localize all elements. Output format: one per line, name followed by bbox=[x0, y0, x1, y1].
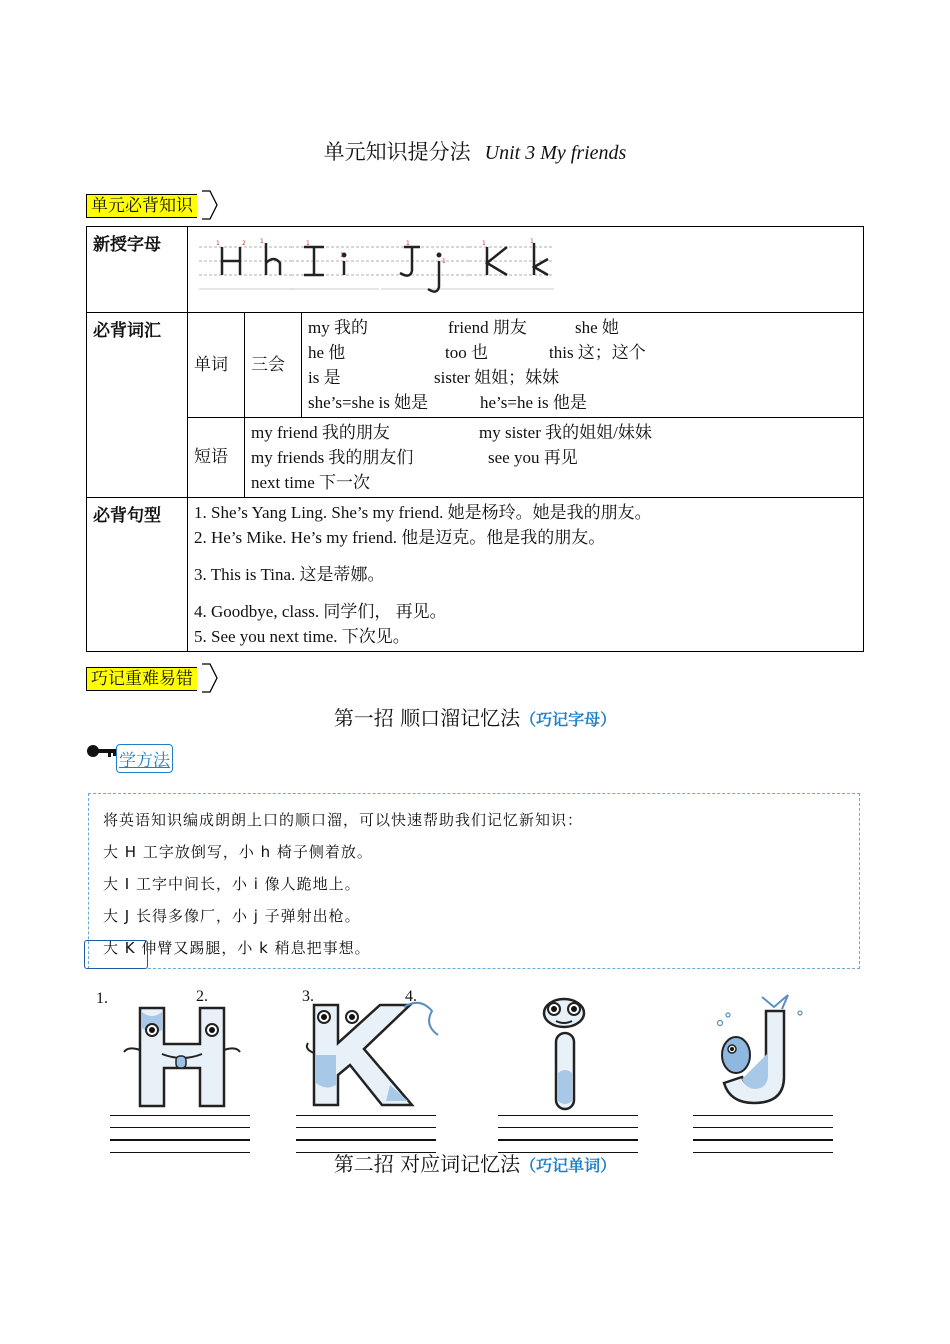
rhyme-box bbox=[88, 793, 860, 969]
word-item: is 是 bbox=[308, 368, 341, 387]
words-level: 三会 bbox=[245, 313, 302, 418]
method2-heading: 第二招 对应词记忆法（巧记单词） bbox=[333, 1152, 617, 1176]
phrases-list bbox=[245, 418, 864, 498]
writing-line[interactable] bbox=[110, 1139, 250, 1141]
cartoon-letter-i-image bbox=[530, 993, 600, 1113]
exercise-number: 1. bbox=[96, 990, 108, 1007]
writing-line[interactable] bbox=[498, 1127, 638, 1128]
page-title bbox=[0, 136, 950, 166]
writing-line[interactable] bbox=[296, 1152, 436, 1153]
svg-text:K: K bbox=[300, 995, 301, 996]
svg-text:1: 1 bbox=[442, 258, 446, 265]
exercise-number: 3. bbox=[302, 988, 314, 1005]
phrase-item: see you 再见 bbox=[488, 448, 578, 467]
overlap-label-box bbox=[84, 940, 148, 969]
vocab-label: 必背词汇 bbox=[87, 313, 188, 498]
word-item: sister 姐姐；妹妹 bbox=[434, 368, 560, 387]
writing-line[interactable] bbox=[296, 1115, 436, 1116]
writing-line[interactable] bbox=[693, 1127, 833, 1128]
section-tag-tips: 巧记重难易错 bbox=[86, 664, 197, 690]
phrase-item: my sister 我的姐姐/妹妹 bbox=[479, 423, 652, 442]
phrase-item: my friend 我的朋友 bbox=[251, 423, 390, 442]
svg-text:J: J bbox=[710, 993, 711, 994]
method1-heading: 第一招 顺口溜记忆法（巧记字母） bbox=[333, 706, 617, 730]
svg-text:2: 2 bbox=[242, 240, 246, 247]
writing-line[interactable] bbox=[498, 1139, 638, 1141]
letter-writing-image bbox=[194, 233, 574, 303]
tag-arrow-icon bbox=[202, 664, 218, 693]
rhyme-line: 大 K 伸臂又踢腿，小 k 稍息把事想。 bbox=[103, 939, 371, 957]
rhyme-line: 大 H 工字放倒写，小 h 椅子侧着放。 bbox=[103, 843, 373, 861]
word-item: he’s=he is 他是 bbox=[480, 393, 587, 412]
sentence-item: 5. See you next time. 下次见。 bbox=[194, 627, 410, 646]
method2-note: （巧记单词） bbox=[520, 1156, 617, 1175]
cartoon-letter-h-image bbox=[112, 1000, 252, 1110]
svg-text:H: H bbox=[112, 1000, 113, 1001]
rhyme-line: 大 J 长得多像厂，小 j 子弹射出枪。 bbox=[103, 907, 361, 925]
svg-text:1: 1 bbox=[306, 240, 310, 247]
writing-line[interactable] bbox=[693, 1115, 833, 1116]
exercise-number: 2. bbox=[196, 988, 208, 1005]
sentence-item: 3. This is Tina. 这是蒂娜。 bbox=[194, 565, 385, 584]
rhyme-line: 大 I 工字中间长，小 i 像人跪地上。 bbox=[103, 875, 361, 893]
svg-text:1: 1 bbox=[482, 240, 486, 247]
sentences-label: 必背句型 bbox=[87, 498, 188, 652]
sentence-item: 2. He’s Mike. He’s my friend. 他是迈克。他是我的朋友。 bbox=[194, 528, 606, 547]
learn-method-tag: 学方法 bbox=[116, 744, 173, 773]
method1-note: （巧记字母） bbox=[520, 710, 617, 729]
phrases-label: 短语 bbox=[188, 418, 245, 498]
writing-line[interactable] bbox=[110, 1127, 250, 1128]
rhyme-line: 将英语知识编成朗朗上口的顺口溜，可以快速帮助我们记忆新知识： bbox=[103, 811, 584, 829]
phrase-item: my friends 我的朋友们 bbox=[251, 448, 414, 467]
title-en: Unit 3 My friends bbox=[484, 142, 627, 164]
phrase-item: next time 下一次 bbox=[251, 473, 370, 492]
letters-cell bbox=[188, 227, 864, 313]
writing-line[interactable] bbox=[110, 1115, 250, 1116]
knowledge-table bbox=[86, 226, 864, 652]
cartoon-letter-k-image bbox=[300, 995, 445, 1110]
word-item: too 也 bbox=[445, 343, 488, 362]
writing-line[interactable] bbox=[110, 1152, 250, 1153]
key-icon bbox=[86, 744, 118, 760]
writing-line[interactable] bbox=[296, 1139, 436, 1141]
svg-text:1: 1 bbox=[260, 238, 264, 245]
writing-line[interactable] bbox=[296, 1127, 436, 1128]
word-item: friend 朋友 bbox=[448, 318, 527, 337]
svg-text:1: 1 bbox=[406, 240, 410, 247]
svg-text:1: 1 bbox=[340, 252, 344, 259]
cartoon-letter-j-image bbox=[710, 993, 820, 1108]
word-item: he 他 bbox=[308, 343, 346, 362]
word-item: she 她 bbox=[575, 318, 619, 337]
word-item: this 这；这个 bbox=[549, 343, 646, 362]
section-tag-knowledge: 单元必背知识 bbox=[86, 191, 197, 217]
sentence-item: 1. She’s Yang Ling. She’s my friend. 她是杨玲。她是我的朋友。 bbox=[194, 503, 652, 522]
writing-line[interactable] bbox=[498, 1115, 638, 1116]
words-list bbox=[302, 313, 864, 418]
writing-line[interactable] bbox=[693, 1139, 833, 1141]
tag-arrow-icon bbox=[202, 191, 218, 220]
writing-line[interactable] bbox=[498, 1152, 638, 1153]
word-item: she’s=she is 她是 bbox=[308, 393, 429, 412]
svg-text:i: i bbox=[530, 993, 531, 994]
writing-line[interactable] bbox=[693, 1152, 833, 1153]
word-item: my 我的 bbox=[308, 318, 368, 337]
svg-text:1: 1 bbox=[216, 240, 220, 247]
exercise-number: 4. bbox=[405, 988, 417, 1005]
sentences-list bbox=[188, 498, 864, 652]
words-label: 单词 bbox=[188, 313, 245, 418]
svg-text:1: 1 bbox=[530, 238, 534, 245]
sentence-item: 4. Goodbye, class. 同学们， 再见。 bbox=[194, 602, 447, 621]
title-cn: 单元知识提分法 bbox=[323, 140, 471, 164]
letters-label: 新授字母 bbox=[87, 227, 188, 313]
